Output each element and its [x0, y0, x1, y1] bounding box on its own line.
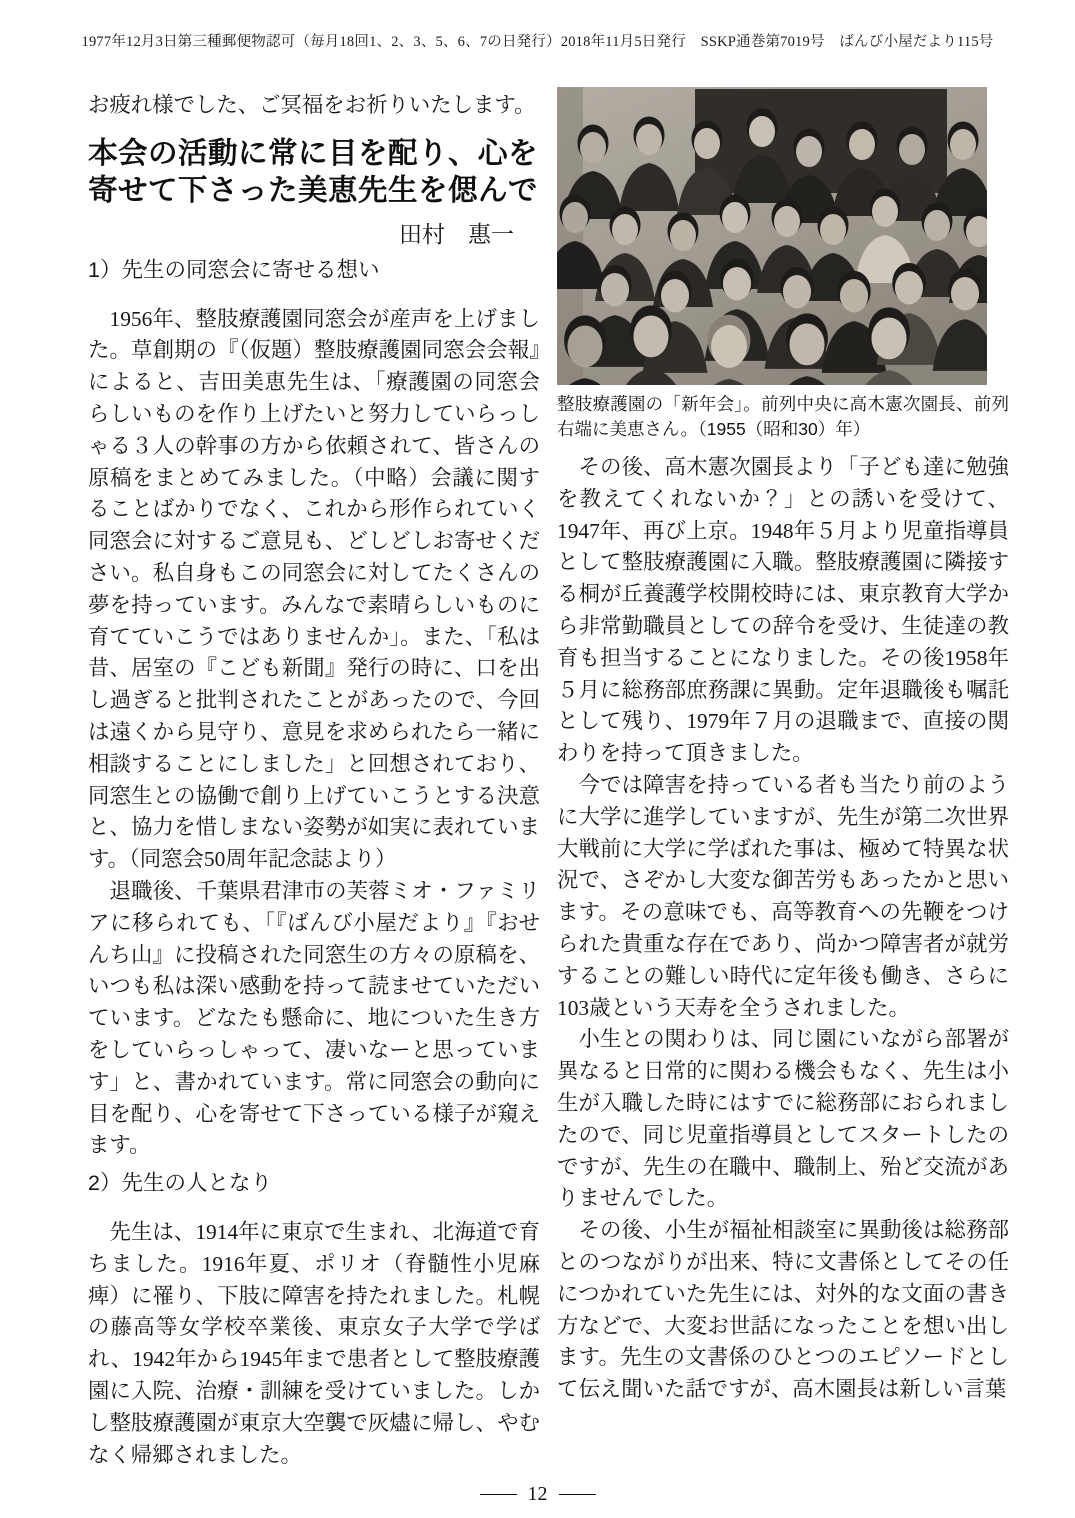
body-paragraph: その後、高木憲次園長より「子ども達に勉強を教えてくれないか？」との誘いを受けて、1947年、再び上京。1948年５月より児童指導員として整肢療護園に入職。整肢療護園に隣接する桐が丘養護学校開校時には、東京教育大学から非常勤職員としての辞令を受け、生徒達の教育も担当することになりました。その後1958年５月に総務部庶務課に異動。定年退職後も嘱託として残り、1979年７月の退職まで、直接の関わりを持って頂きました。: [557, 455, 1009, 766]
section-2-heading: 2）先生の人となり: [88, 1171, 272, 1196]
author-name: 田村 惠一: [399, 220, 514, 247]
photo-caption: 整肢療護園の「新年会」。前列中央に高木憲次園長、前列右端に美恵さん。（1955（昭和30）年）: [557, 394, 1009, 439]
intro-paragraph: お疲れ様でした、ご冥福をお祈りいたします。: [88, 93, 536, 117]
footer-rule-right: [559, 1494, 596, 1495]
left-column: [88, 90, 540, 1471]
section-1-heading: 1）先生の同窓会に寄せる想い: [88, 257, 380, 282]
footer-rule-left: [480, 1494, 517, 1495]
body-paragraph: 小生との関わりは、同じ園にいながら部署が異なると日常的に関わる機会もなく、先生は小生が入職した時にはすでに総務部におられましたので、同じ児童指導員としてスタートしたのですが、先生の在職中、職制上、殆ど交流がありませんでした。: [557, 1027, 1009, 1211]
new-year-party-photo: [557, 87, 987, 385]
body-paragraph: その後、小生が福祉相談室に異動後は総務部とのつながりが出来、特に文書係としてその任につかれていた先生には、対外的な文面の書き方などで、大変お世話になったことを想い出します。先生の文書係のひとつのエピソードとして伝え聞いた話ですが、高木園長は新しい言葉: [557, 1218, 1009, 1402]
section-2-paragraph: 先生は、1914年に東京で生まれ、北海道で育ちました。1916年夏、ポリオ（脊髄性小児麻痺）に罹り、下肢に障害を持たれました。札幌の藤高等女学校卒業後、東京女子大学で学ばれ、1942年から1945年まで患者として整肢療護園に入院、治療・訓練を受けていました。しかし整肢療護園が東京大空襲で灰燼に帰し、やむなく帰郷されました。: [88, 1220, 540, 1467]
section-1-paragraph: 1956年、整肢療護園同窓会が産声を上げました。草創期の『（仮題）整肢療護園同窓会会報』によると、吉田美恵先生は、「療護園の同窓会らしいものを作り上げたいと努力していらっしゃる３人の幹事の方から依頼されて、皆さんの原稿をまとめてみました。（中略）会議に関することばかりでなく、これから形作られていく同窓会に対するご意見も、どしどしお寄せください。私自身もこの同窓会に対してたくさんの夢を持っています。みんなで素晴らしいものに育てていこうではありませんか」。また、「私は昔、居室の『こども新聞』発行の時に、口を出し過ぎると批判されたことがあったので、今回は遠くから見守り、意見を求められたら一緒に相談することにしました」と回想されており、同窓生との協働で創り上げていこうとする決意と、協力を惜しまない姿勢が如実に表れています。（同窓会50周年記念誌より）: [88, 306, 540, 872]
body-paragraph: 今では障害を持っている者も当たり前のように大学に進学していますが、先生が第二次世界大戦前に大学に学ばれた事は、極めて特異な状況で、さぞかし大変な御苦労もあったかと思います。その意味でも、高等教育への先鞭をつけられた貴重な存在であり、尚かつ障害者が就労することの難しい時代に定年後も働き、さらに103歳という天寿を全うされました。: [557, 772, 1009, 1020]
article-title-line-1: 本会の活動に常に目を配り、心を: [88, 136, 539, 170]
right-column: [557, 87, 1009, 1406]
section-1-paragraph: 退職後、千葉県君津市の芙蓉ミオ・ファミリアに移られても、「『ばんび小屋だより』『おせんち山』に投稿された同窓生の方々の原稿を、いつも私は深い感動を持って読ませていただいています。どなたも懸命に、地についた生き方をしていらっしゃって、凄いなーと思っています」と、書かれています。常に同窓会の動向に目を配り、心を寄せて下さっている様子が窺えます。: [88, 878, 540, 1158]
article-title-line-2: 寄せて下さった美恵先生を偲んで: [88, 174, 539, 208]
page-number: 12: [527, 1483, 548, 1505]
page-footer: [0, 1483, 1075, 1506]
header-issue-line: 1977年12月3日第三種郵便物認可（毎月18回1、2、3、5、6、7の日発行）2018年11月5日発行 SSKP通巻第7019号 ばんび小屋だより115号: [81, 34, 994, 50]
article-title: [88, 135, 540, 210]
